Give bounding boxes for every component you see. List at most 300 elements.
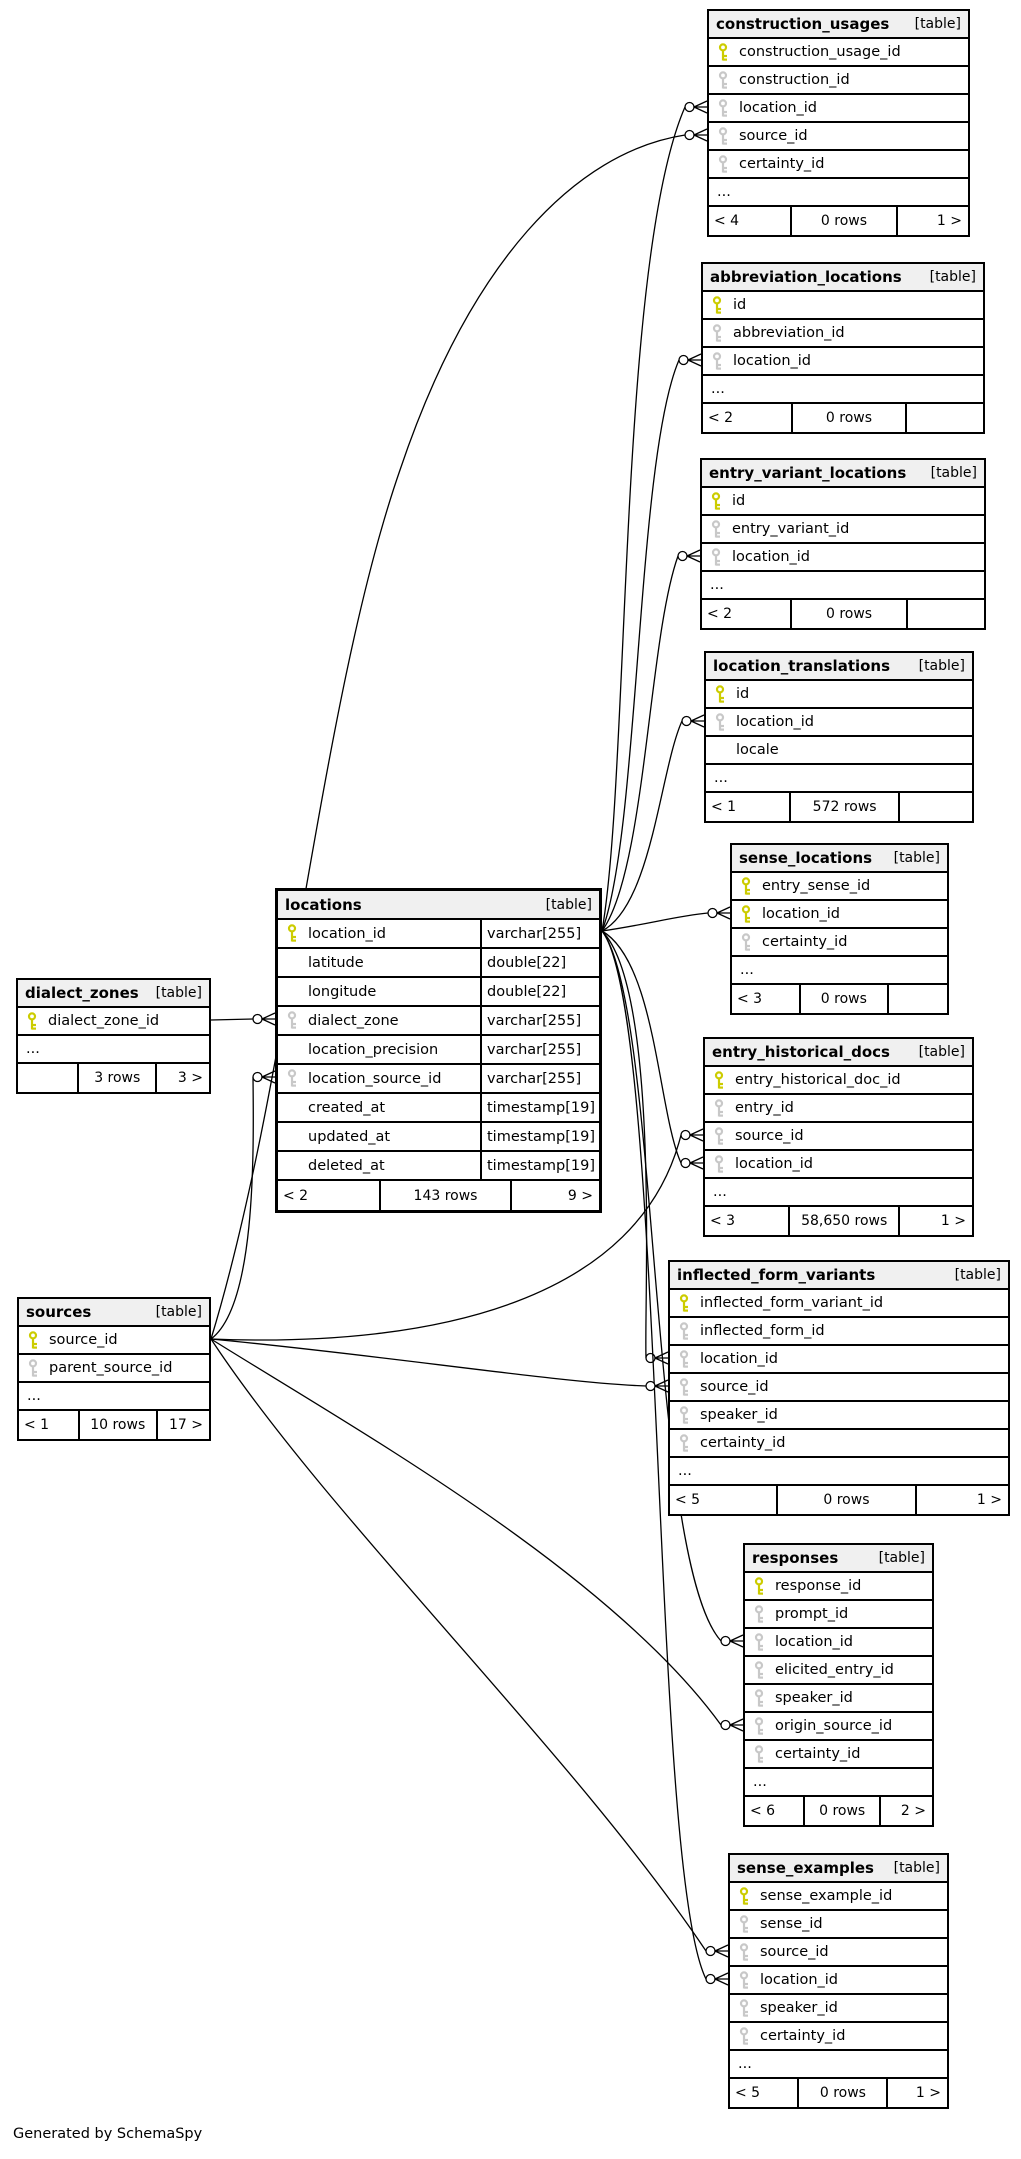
column-row-sense_example_id xyxy=(730,1883,947,1911)
foreign-key-icon xyxy=(738,1999,752,2018)
foreign-key-icon-cell xyxy=(278,1011,308,1030)
table-stats-footer xyxy=(19,1411,209,1439)
zero-optional-marker xyxy=(706,1947,715,1956)
table-name: sense_examples xyxy=(737,1859,874,1877)
column-name: location_id xyxy=(308,925,387,942)
zero-optional-marker xyxy=(681,1159,690,1168)
table-inflected_form_variants[interactable] xyxy=(668,1260,1010,1516)
table-entry_variant_locations[interactable] xyxy=(700,458,986,630)
column-row-location_precision xyxy=(278,1036,599,1065)
column-row-location_id xyxy=(705,1151,972,1179)
column-name: location_precision xyxy=(308,1041,439,1058)
foreign-key-icon xyxy=(753,1661,767,1680)
column-row-source_id xyxy=(670,1374,1008,1402)
foreign-key-icon-cell xyxy=(705,1127,735,1146)
primary-key-icon-cell xyxy=(730,1887,760,1906)
foreign-key-icon-cell xyxy=(732,933,762,952)
table-stats-footer xyxy=(730,2079,947,2107)
table-type-tag: [table] xyxy=(893,850,940,866)
relationship-line xyxy=(602,721,682,931)
crows-foot-many-marker xyxy=(717,907,730,919)
crows-foot-many-marker xyxy=(730,1635,743,1647)
row-count: 0 rows xyxy=(801,985,889,1013)
column-row-origin_source_id xyxy=(745,1713,932,1741)
more-columns-ellipsis: ... xyxy=(709,179,968,207)
column-name: location_id xyxy=(739,100,818,116)
column-row-entry_variant_id xyxy=(702,516,984,544)
parents-count: 2 > xyxy=(900,1803,926,1819)
table-stats-footer xyxy=(709,207,968,235)
parents-count: 1 > xyxy=(976,1492,1002,1508)
zero-optional-marker xyxy=(685,103,694,112)
crows-foot-many-marker xyxy=(687,550,700,562)
column-type: varchar[255] xyxy=(480,1007,599,1034)
foreign-key-icon-cell xyxy=(706,713,736,732)
row-count: 58,650 rows xyxy=(790,1207,899,1235)
column-row-deleted_at xyxy=(278,1152,599,1181)
primary-key-icon-cell xyxy=(278,924,308,943)
table-name: location_translations xyxy=(713,657,891,675)
parents-count: 9 > xyxy=(567,1187,593,1204)
primary-key-icon-cell xyxy=(706,685,736,704)
zero-optional-marker xyxy=(682,717,691,726)
column-name: created_at xyxy=(308,1099,386,1116)
foreign-key-icon xyxy=(286,1069,300,1088)
column-name: entry_variant_id xyxy=(732,521,850,537)
table-stats-footer xyxy=(732,985,947,1013)
table-header[interactable] xyxy=(278,891,599,920)
column-name: longitude xyxy=(308,983,377,1000)
foreign-key-icon xyxy=(27,1359,41,1378)
primary-key-icon-cell xyxy=(709,43,739,62)
column-name: prompt_id xyxy=(775,1606,849,1622)
table-header[interactable] xyxy=(730,1855,947,1883)
table-header[interactable] xyxy=(19,1299,209,1327)
column-name: parent_source_id xyxy=(49,1360,173,1376)
column-row-elicited_entry_id xyxy=(745,1657,932,1685)
primary-key-icon xyxy=(710,492,724,511)
column-name: source_id xyxy=(735,1128,804,1144)
children-count: < 2 xyxy=(702,600,792,628)
foreign-key-icon-cell xyxy=(702,548,732,567)
zero-optional-marker xyxy=(678,552,687,561)
row-count: 0 rows xyxy=(792,600,908,628)
table-header[interactable] xyxy=(705,1039,972,1067)
table-location_translations[interactable] xyxy=(704,651,974,823)
table-stats-footer xyxy=(278,1181,599,1210)
column-name: locale xyxy=(736,742,779,758)
table-type-tag: [table] xyxy=(155,985,202,1001)
column-name: speaker_id xyxy=(775,1690,853,1706)
table-type-tag: [table] xyxy=(918,1044,965,1060)
primary-key-icon xyxy=(713,1071,727,1090)
table-stats-footer xyxy=(745,1797,932,1825)
edge-locations.location_id-to-entry_variant_locations.location_id xyxy=(602,550,700,931)
primary-key-icon-cell xyxy=(702,492,732,511)
children-count: < 5 xyxy=(670,1486,778,1514)
foreign-key-icon xyxy=(678,1378,692,1397)
column-row-dialect_zone xyxy=(278,1007,599,1036)
column-row-location_id xyxy=(670,1346,1008,1374)
column-row-source_id xyxy=(705,1123,972,1151)
foreign-key-icon-cell xyxy=(703,324,733,343)
table-header[interactable] xyxy=(18,980,209,1008)
primary-key-icon-cell xyxy=(732,905,762,924)
table-name: sense_locations xyxy=(739,849,873,867)
foreign-key-icon xyxy=(286,1011,300,1030)
edge-dialect_zones.dialect_zone_id-to-locations.dialect_zone xyxy=(211,1013,275,1025)
column-type: varchar[255] xyxy=(480,920,599,947)
column-row-latitude xyxy=(278,949,599,978)
foreign-key-icon-cell xyxy=(709,155,739,174)
foreign-key-icon-cell xyxy=(705,1099,735,1118)
foreign-key-icon-cell xyxy=(670,1406,700,1425)
more-columns-ellipsis: ... xyxy=(732,957,947,985)
table-stats-footer xyxy=(702,600,984,628)
column-name: deleted_at xyxy=(308,1157,385,1174)
foreign-key-icon xyxy=(717,99,731,118)
table-locations[interactable] xyxy=(275,888,602,1213)
foreign-key-icon-cell xyxy=(702,520,732,539)
column-type: timestamp[19] xyxy=(480,1152,599,1179)
table-header[interactable] xyxy=(732,845,947,873)
column-row-longitude xyxy=(278,978,599,1007)
crows-foot-many-marker xyxy=(715,1945,728,1957)
zero-optional-marker xyxy=(721,1637,730,1646)
foreign-key-icon-cell xyxy=(745,1689,775,1708)
primary-key-icon xyxy=(711,296,725,315)
parents-count: 1 > xyxy=(915,2085,941,2101)
table-entry_historical_docs[interactable] xyxy=(703,1037,974,1237)
foreign-key-icon xyxy=(753,1633,767,1652)
primary-key-icon xyxy=(714,685,728,704)
table-header[interactable] xyxy=(706,653,972,681)
foreign-key-icon xyxy=(713,1127,727,1146)
foreign-key-icon xyxy=(717,71,731,90)
table-type-tag: [table] xyxy=(155,1304,202,1320)
relationship-line xyxy=(602,913,708,931)
column-row-prompt_id xyxy=(745,1601,932,1629)
edge-sources.source_id-to-sense_examples.source_id xyxy=(211,1339,728,1957)
column-row-updated_at xyxy=(278,1123,599,1152)
table-name: inflected_form_variants xyxy=(677,1266,876,1284)
parents-count: 1 > xyxy=(936,213,962,229)
column-row-source_id xyxy=(709,123,968,151)
column-row-source_id xyxy=(19,1327,209,1355)
column-row-certainty_id xyxy=(709,151,968,179)
foreign-key-icon-cell xyxy=(730,1999,760,2018)
column-row-location_id xyxy=(706,709,972,737)
table-type-tag: [table] xyxy=(930,465,977,481)
column-row-speaker_id xyxy=(745,1685,932,1713)
column-name: dialect_zone xyxy=(308,1012,399,1029)
column-row-location_id xyxy=(745,1629,932,1657)
column-name: entry_id xyxy=(735,1100,794,1116)
column-name: location_source_id xyxy=(308,1070,442,1087)
column-name: location_id xyxy=(733,353,812,369)
crows-foot-many-marker xyxy=(688,354,701,366)
crows-foot-many-marker xyxy=(730,1719,743,1731)
column-name: sense_id xyxy=(760,1916,823,1932)
table-name: construction_usages xyxy=(716,15,890,33)
table-header[interactable] xyxy=(709,11,968,39)
table-name: responses xyxy=(752,1549,839,1567)
column-name: location_id xyxy=(700,1351,779,1367)
table-type-tag: [table] xyxy=(878,1550,925,1566)
more-columns-ellipsis: ... xyxy=(670,1458,1008,1486)
column-type: timestamp[19] xyxy=(480,1094,599,1121)
row-count: 3 rows xyxy=(79,1064,157,1092)
edge-sources.source_id-to-responses.origin_source_id xyxy=(211,1339,743,1731)
relationship-line xyxy=(211,1019,253,1020)
zero-optional-marker xyxy=(253,1015,262,1024)
column-name: location_id xyxy=(732,549,811,565)
column-row-inflected_form_variant_id xyxy=(670,1290,1008,1318)
crows-foot-many-marker xyxy=(690,1129,703,1141)
primary-key-icon xyxy=(26,1012,40,1031)
table-responses[interactable] xyxy=(743,1543,934,1827)
column-name: speaker_id xyxy=(760,2000,838,2016)
column-row-id xyxy=(703,292,983,320)
row-count: 0 rows xyxy=(778,1486,917,1514)
table-name: locations xyxy=(285,895,362,914)
row-count: 10 rows xyxy=(80,1411,158,1439)
column-name: location_id xyxy=(762,906,841,922)
column-name: location_id xyxy=(760,1972,839,1988)
column-row-entry_id xyxy=(705,1095,972,1123)
relationship-line xyxy=(602,107,685,931)
foreign-key-icon-cell xyxy=(730,1943,760,1962)
parents-count: 3 > xyxy=(177,1070,203,1086)
children-count: < 1 xyxy=(706,793,791,821)
column-name: latitude xyxy=(308,954,364,971)
table-name: entry_historical_docs xyxy=(712,1043,890,1061)
column-name: certainty_id xyxy=(760,2028,846,2044)
foreign-key-icon-cell xyxy=(745,1661,775,1680)
column-name: location_id xyxy=(775,1634,854,1650)
primary-key-icon-cell xyxy=(18,1012,48,1031)
zero-optional-marker xyxy=(253,1073,262,1082)
column-row-entry_historical_doc_id xyxy=(705,1067,972,1095)
foreign-key-icon xyxy=(717,127,731,146)
zero-optional-marker xyxy=(708,909,717,918)
column-row-location_id xyxy=(732,901,947,929)
column-name: source_id xyxy=(700,1379,769,1395)
foreign-key-icon xyxy=(753,1745,767,1764)
table-type-tag: [table] xyxy=(929,269,976,285)
primary-key-icon xyxy=(717,43,731,62)
foreign-key-icon xyxy=(710,548,724,567)
column-name: certainty_id xyxy=(762,934,848,950)
column-row-location_id xyxy=(278,920,599,949)
column-row-location_id xyxy=(709,95,968,123)
primary-key-icon-cell xyxy=(745,1577,775,1596)
table-name: entry_variant_locations xyxy=(709,464,907,482)
column-name: entry_sense_id xyxy=(762,878,871,894)
primary-key-icon-cell xyxy=(732,877,762,896)
foreign-key-icon-cell xyxy=(670,1378,700,1397)
foreign-key-icon xyxy=(711,324,725,343)
foreign-key-icon xyxy=(717,155,731,174)
table-stats-footer xyxy=(18,1064,209,1092)
column-row-created_at xyxy=(278,1094,599,1123)
zero-optional-marker xyxy=(679,356,688,365)
more-columns-ellipsis: ... xyxy=(745,1769,932,1797)
column-row-locale xyxy=(706,737,972,765)
more-columns-ellipsis: ... xyxy=(18,1036,209,1064)
foreign-key-icon xyxy=(710,520,724,539)
table-header[interactable] xyxy=(670,1262,1008,1290)
crows-foot-many-marker xyxy=(694,129,707,141)
column-name: response_id xyxy=(775,1578,862,1594)
more-columns-ellipsis: ... xyxy=(19,1383,209,1411)
foreign-key-icon xyxy=(738,1943,752,1962)
zero-optional-marker xyxy=(685,131,694,140)
primary-key-icon xyxy=(753,1577,767,1596)
zero-optional-marker xyxy=(721,1721,730,1730)
column-row-source_id xyxy=(730,1939,947,1967)
column-row-speaker_id xyxy=(730,1995,947,2023)
column-name: inflected_form_id xyxy=(700,1323,825,1339)
table-type-tag: [table] xyxy=(918,658,965,674)
table-type-tag: [table] xyxy=(954,1267,1001,1283)
row-count: 0 rows xyxy=(792,207,898,235)
column-row-certainty_id xyxy=(670,1430,1008,1458)
table-header[interactable] xyxy=(745,1545,932,1573)
primary-key-icon-cell xyxy=(670,1294,700,1313)
more-columns-ellipsis: ... xyxy=(706,765,972,793)
row-count: 143 rows xyxy=(381,1181,513,1210)
foreign-key-icon-cell xyxy=(19,1359,49,1378)
relationship-line xyxy=(211,1339,706,1951)
crows-foot-many-marker xyxy=(690,1157,703,1169)
table-abbreviation_locations[interactable] xyxy=(701,262,985,434)
column-name: source_id xyxy=(739,128,808,144)
column-name: certainty_id xyxy=(775,1746,861,1762)
table-type-tag: [table] xyxy=(893,1860,940,1876)
children-count xyxy=(18,1064,79,1092)
more-columns-ellipsis: ... xyxy=(703,376,983,404)
table-name: sources xyxy=(26,1303,92,1321)
foreign-key-icon xyxy=(738,2027,752,2046)
column-name: construction_usage_id xyxy=(739,44,901,60)
foreign-key-icon xyxy=(678,1434,692,1453)
foreign-key-icon-cell xyxy=(670,1434,700,1453)
edge-locations.location_id-to-construction_usages.location_id xyxy=(602,101,707,931)
primary-key-icon xyxy=(27,1331,41,1350)
foreign-key-icon xyxy=(678,1406,692,1425)
foreign-key-icon-cell xyxy=(745,1633,775,1652)
column-name: id xyxy=(733,297,747,313)
foreign-key-icon xyxy=(678,1350,692,1369)
table-header[interactable] xyxy=(703,264,983,292)
foreign-key-icon xyxy=(738,1915,752,1934)
column-row-parent_source_id xyxy=(19,1355,209,1383)
zero-optional-marker xyxy=(681,1131,690,1140)
crows-foot-many-marker xyxy=(691,715,704,727)
column-row-location_source_id xyxy=(278,1065,599,1094)
foreign-key-icon-cell xyxy=(705,1155,735,1174)
table-dialect_zones[interactable] xyxy=(16,978,211,1094)
column-type: double[22] xyxy=(480,949,599,976)
more-columns-ellipsis: ... xyxy=(702,572,984,600)
table-sense_examples[interactable] xyxy=(728,1853,949,2109)
more-columns-ellipsis: ... xyxy=(705,1179,972,1207)
column-row-construction_usage_id xyxy=(709,39,968,67)
column-row-id xyxy=(706,681,972,709)
row-count: 0 rows xyxy=(793,404,908,432)
column-row-sense_id xyxy=(730,1911,947,1939)
column-name: inflected_form_variant_id xyxy=(700,1295,884,1311)
column-name: construction_id xyxy=(739,72,850,88)
column-row-speaker_id xyxy=(670,1402,1008,1430)
table-stats-footer xyxy=(705,1207,972,1235)
foreign-key-icon-cell xyxy=(709,99,739,118)
children-count: < 4 xyxy=(709,207,792,235)
column-name: id xyxy=(732,493,746,509)
column-name: origin_source_id xyxy=(775,1718,893,1734)
column-row-dialect_zone_id xyxy=(18,1008,209,1036)
primary-key-icon xyxy=(286,924,300,943)
foreign-key-icon xyxy=(740,933,754,952)
foreign-key-icon-cell xyxy=(730,2027,760,2046)
foreign-key-icon-cell xyxy=(278,1069,308,1088)
edge-locations.location_id-to-sense_locations.location_id xyxy=(602,907,730,931)
primary-key-icon-cell xyxy=(703,296,733,315)
primary-key-icon-cell xyxy=(705,1071,735,1090)
column-type: double[22] xyxy=(480,978,599,1005)
children-count: < 2 xyxy=(703,404,793,432)
foreign-key-icon-cell xyxy=(730,1971,760,1990)
crows-foot-many-marker xyxy=(694,101,707,113)
column-row-inflected_form_id xyxy=(670,1318,1008,1346)
foreign-key-icon xyxy=(713,1099,727,1118)
more-columns-ellipsis: ... xyxy=(730,2051,947,2079)
foreign-key-icon xyxy=(753,1717,767,1736)
relationship-line xyxy=(211,1077,253,1339)
primary-key-icon xyxy=(678,1294,692,1313)
foreign-key-icon-cell xyxy=(745,1717,775,1736)
column-row-certainty_id xyxy=(730,2023,947,2051)
foreign-key-icon-cell xyxy=(670,1322,700,1341)
table-stats-footer xyxy=(706,793,972,821)
table-sense_locations[interactable] xyxy=(730,843,949,1015)
parents-count: 17 > xyxy=(169,1417,203,1433)
column-row-id xyxy=(702,488,984,516)
column-row-certainty_id xyxy=(745,1741,932,1769)
children-count: < 6 xyxy=(745,1797,805,1825)
column-name: certainty_id xyxy=(739,156,825,172)
crows-foot-many-marker xyxy=(262,1013,275,1025)
relationship-line xyxy=(211,1339,721,1725)
table-type-tag: [table] xyxy=(545,896,592,913)
children-count: < 1 xyxy=(19,1411,80,1439)
table-header[interactable] xyxy=(702,460,984,488)
foreign-key-icon xyxy=(711,352,725,371)
edge-locations.location_id-to-abbreviation_locations.location_id xyxy=(602,354,701,931)
foreign-key-icon xyxy=(713,1155,727,1174)
column-name: elicited_entry_id xyxy=(775,1662,894,1678)
column-name: location_id xyxy=(735,1156,814,1172)
column-row-location_id xyxy=(702,544,984,572)
column-name: source_id xyxy=(760,1944,829,1960)
table-name: dialect_zones xyxy=(25,984,139,1002)
foreign-key-icon-cell xyxy=(730,1915,760,1934)
table-construction_usages[interactable] xyxy=(707,9,970,237)
column-row-construction_id xyxy=(709,67,968,95)
table-sources[interactable] xyxy=(17,1297,211,1441)
column-row-entry_sense_id xyxy=(732,873,947,901)
